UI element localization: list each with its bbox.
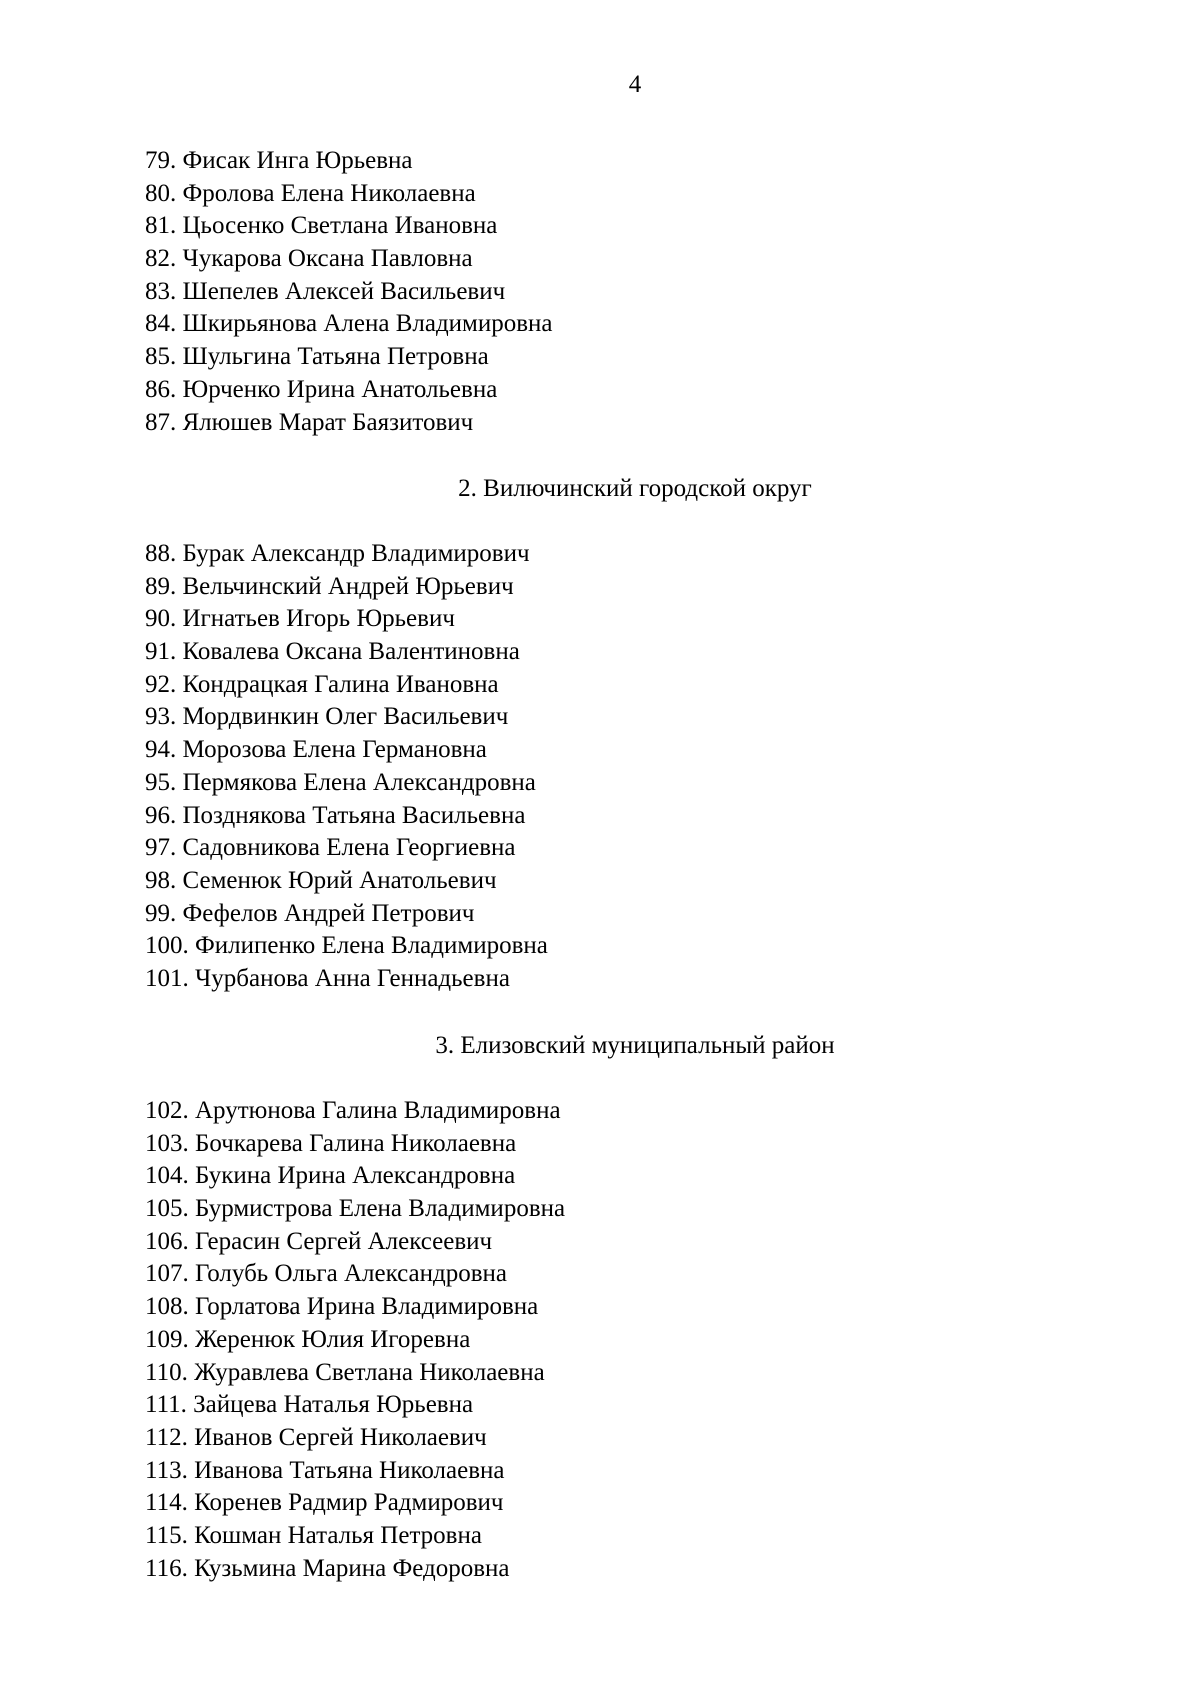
list-item: 98. Семенюк Юрий Анатольевич — [145, 866, 497, 894]
list-item: 89. Вельчинский Андрей Юрьевич — [145, 572, 514, 600]
list-item: 92. Кондрацкая Галина Ивановна — [145, 670, 499, 698]
list-item: 103. Бочкарева Галина Николаевна — [145, 1129, 517, 1157]
list-item: 108. Горлатова Ирина Владимировна — [145, 1293, 539, 1321]
section2-heading: 2. Вилючинский городской округ — [458, 475, 812, 502]
list-item: 96. Позднякова Татьяна Васильевна — [145, 801, 526, 829]
list-item: 93. Мордвинкин Олег Васильевич — [145, 703, 509, 731]
list-item: 106. Герасин Сергей Алексеевич — [145, 1227, 493, 1255]
list-item: 97. Садовникова Елена Георгиевна — [145, 834, 516, 862]
section2-list — [145, 538, 548, 996]
list-item: 110. Журавлева Светлана Николаевна — [145, 1358, 545, 1386]
list-item: 82. Чукарова Оксана Павловна — [145, 245, 473, 273]
list-item: 109. Жеренюк Юлия Игоревна — [145, 1325, 471, 1353]
list-item: 101. Чурбанова Анна Геннадьевна — [145, 964, 510, 992]
list-item: 99. Фефелов Андрей Петрович — [145, 899, 475, 927]
list-item: 90. Игнатьев Игорь Юрьевич — [145, 605, 455, 633]
list-item: 100. Филипенко Елена Владимировна — [145, 932, 548, 960]
list-item: 111. Зайцева Наталья Юрьевна — [145, 1391, 474, 1419]
page-number: 4 — [628, 71, 642, 98]
list-item: 95. Пермякова Елена Александровна — [145, 768, 536, 796]
list-item: 104. Букина Ирина Александровна — [145, 1162, 516, 1190]
list-item: 114. Коренев Радмир Радмирович — [145, 1489, 504, 1517]
list-item: 116. Кузьмина Марина Федоровна — [145, 1554, 510, 1582]
list-item: 83. Шепелев Алексей Васильевич — [145, 277, 506, 305]
list-item: 107. Голубь Ольга Александровна — [145, 1260, 507, 1288]
list-item: 80. Фролова Елена Николаевна — [145, 179, 476, 207]
section3-heading: 3. Елизовский муниципальный район — [435, 1032, 835, 1059]
list-item: 86. Юрченко Ирина Анатольевна — [145, 375, 498, 403]
section3-list — [145, 1095, 565, 1585]
list-item: 113. Иванова Татьяна Николаевна — [145, 1456, 505, 1484]
list-item: 79. Фисак Инга Юрьевна — [145, 147, 413, 174]
list-item: 81. Цьосенко Светлана Ивановна — [145, 212, 498, 240]
section1-list — [145, 145, 553, 439]
list-item: 84. Шкирьянова Алена Владимировна — [145, 310, 553, 338]
list-item: 88. Бурак Александр Владимирович — [145, 540, 530, 567]
list-item: 112. Иванов Сергей Николаевич — [145, 1423, 487, 1451]
list-item: 105. Бурмистрова Елена Владимировна — [145, 1195, 566, 1223]
list-item: 85. Шульгина Татьяна Петровна — [145, 343, 489, 371]
list-item: 87. Ялюшев Марат Баязитович — [145, 408, 474, 436]
list-item: 115. Кошман Наталья Петровна — [145, 1521, 482, 1549]
list-item: 102. Арутюнова Галина Владимировна — [145, 1097, 561, 1124]
list-item: 91. Ковалева Оксана Валентиновна — [145, 638, 520, 666]
list-item: 94. Морозова Елена Германовна — [145, 736, 487, 764]
